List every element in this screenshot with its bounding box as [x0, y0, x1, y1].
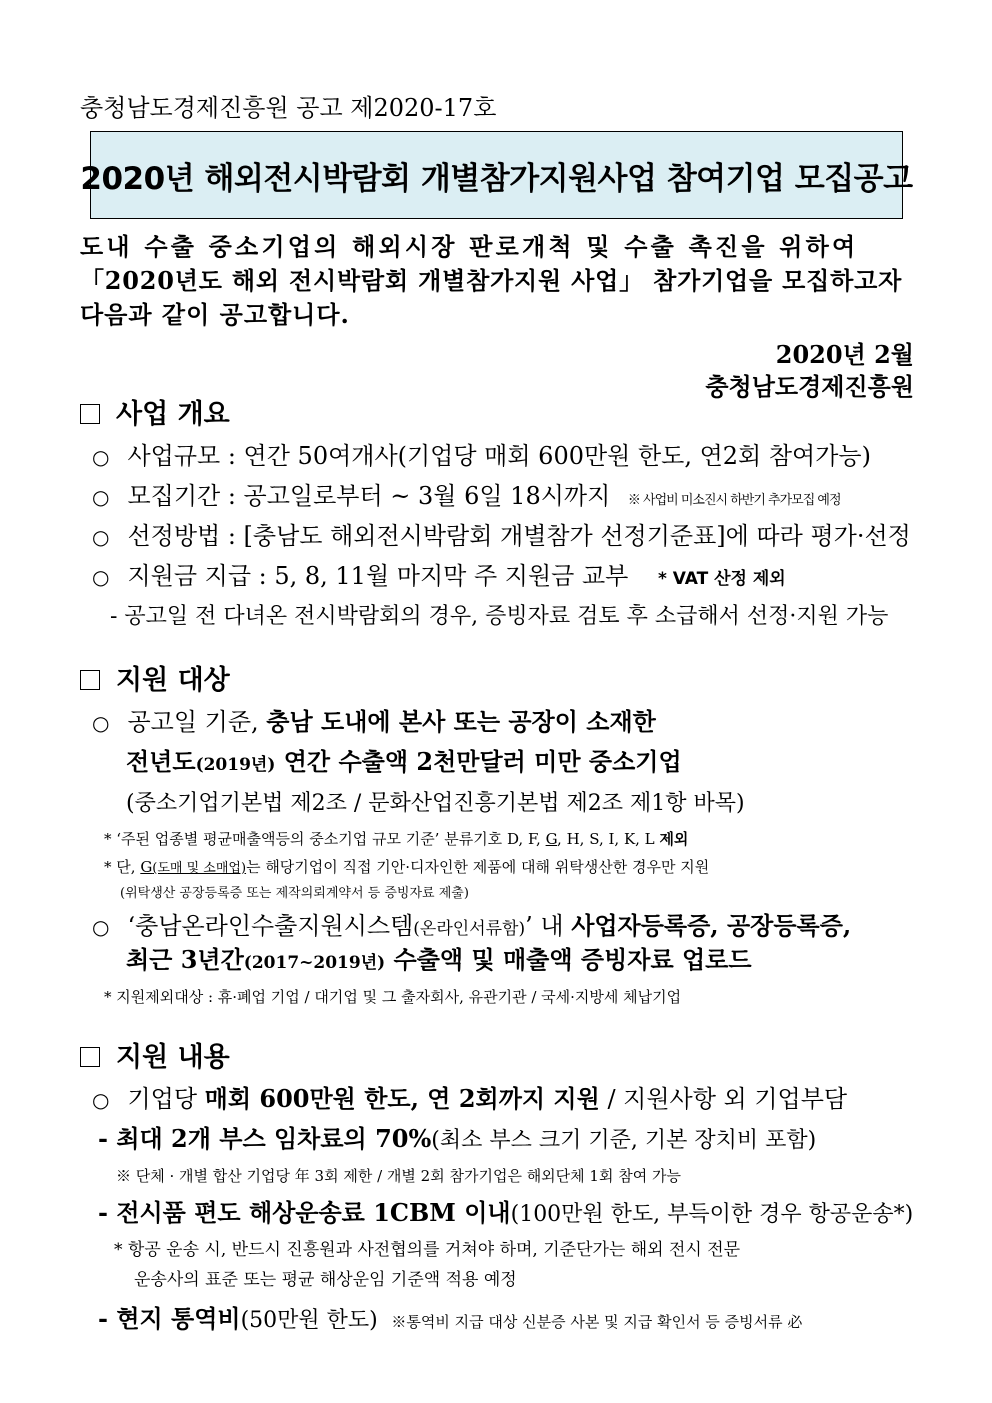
- target-note-1: * ‘주된 업종별 평균매출액등의 중소기업 규모 기준’ 분류기호 D, F, G, H, S, I, K, L 제외: [104, 830, 689, 848]
- checkbox-square-icon: [80, 1047, 100, 1067]
- target-upload-line-1: ○ ‘충남온라인수출지원시스템(온라인서류함)’ 내 사업자등록증, 공장등록증,: [92, 911, 852, 940]
- content-line-3-note-1: * 항공 운송 시, 반드시 진흥원과 사전협의를 거쳐야 하며, 기준단가는 해외 전시 전문: [114, 1240, 741, 1260]
- target-note-3: (위탁생산 공장등록증 또는 제작의뢰계약서 등 증빙자료 제출): [120, 886, 469, 901]
- overview-method: ○ 선정방법 : [충남도 해외전시박람회 개별참가 선정기준표]에 따라 평가·선정: [92, 522, 911, 550]
- intro-line-3: 다음과 같이 공고합니다.: [80, 300, 350, 329]
- intro-line-1: 도내 수출 중소기업의 해외시장 판로개척 및 수출 촉진을 위하여: [80, 232, 859, 261]
- target-line-2: 전년도(2019년) 연간 수출액 2천만달러 미만 중소기업: [126, 747, 682, 776]
- content-line-3-note-2: 운송사의 표준 또는 평균 해상운임 기준액 적용 예정: [134, 1270, 517, 1290]
- circle-bullet-icon: ○: [92, 915, 110, 939]
- overview-period: ○ 모집기간 : 공고일로부터 ~ 3월 6일 18시까지 ※ 사업비 미소진시 하반기 추가모집 예정: [92, 482, 841, 510]
- content-line-4: - 현지 통역비(50만원 한도) ※통역비 지급 대상 신분증 사본 및 지급 확인서 등 증빙서류 必: [98, 1304, 803, 1333]
- target-line-1: ○ 공고일 기준, 충남 도내에 본사 또는 공장이 소재한: [92, 707, 656, 736]
- checkbox-square-icon: [80, 404, 100, 424]
- circle-bullet-icon: ○: [92, 445, 110, 469]
- circle-bullet-icon: ○: [92, 711, 110, 735]
- content-line-2: - 최대 2개 부스 임차료의 70%(최소 부스 크기 기준, 기본 장치비 포함): [98, 1124, 817, 1153]
- target-line-3: (중소기업기본법 제2조 / 문화산업진흥기본법 제2조 제1항 바목): [126, 791, 745, 816]
- checkbox-square-icon: [80, 670, 100, 690]
- content-line-3: - 전시품 편도 해상운송료 1CBM 이내(100만원 한도, 부득이한 경우 항공운송*): [98, 1198, 914, 1227]
- target-note-2: * 단, G(도매 및 소매업)는 해당기업이 직접 기안·디자인한 제품에 대해 위탁생산한 경우만 지원: [104, 858, 710, 876]
- overview-scale: ○ 사업규모 : 연간 50여개사(기업당 매회 600만원 한도, 연2회 참여가능): [92, 442, 871, 470]
- notice-date: 2020년 2월: [775, 340, 914, 369]
- title-box: [80, 131, 913, 219]
- content-line-2-note: ※ 단체 · 개별 합산 기업당 年 3회 제한 / 개별 2회 참가기업은 해외단체 1회 참여 가능: [116, 1167, 681, 1185]
- circle-bullet-icon: ○: [92, 525, 110, 549]
- intro-line-2: 「2020년도 해외 전시박람회 개별참가지원 사업」 참가기업을 모집하고자: [80, 266, 903, 295]
- section-target-heading: 지원 대상: [80, 665, 230, 697]
- circle-bullet-icon: ○: [92, 485, 110, 509]
- section-overview-heading: 사업 개요: [80, 399, 230, 431]
- circle-bullet-icon: ○: [92, 1088, 110, 1112]
- target-exclusion-note: * 지원제외대상 : 휴·폐업 기업 / 대기업 및 그 출자회사, 유관기관 / 국세·지방세 체납기업: [104, 988, 682, 1006]
- circle-bullet-icon: ○: [92, 565, 110, 589]
- organization-name: 충청남도경제진흥원: [705, 372, 914, 401]
- target-upload-line-2: 최근 3년간(2017~2019년) 수출액 및 매출액 증빙자료 업로드: [126, 945, 752, 974]
- document-title: 2020년 해외전시박람회 개별참가지원사업 참여기업 모집공고: [80, 160, 913, 197]
- overview-payment: ○ 지원금 지급 : 5, 8, 11월 마지막 주 지원금 교부 * VAT 산정 제외: [92, 562, 786, 590]
- section-content-heading: 지원 내용: [80, 1042, 230, 1074]
- content-line-1: ○ 기업당 매회 600만원 한도, 연 2회까지 지원 / 지원사항 외 기업부담: [92, 1084, 848, 1113]
- notice-number: 충청남도경제진흥원 공고 제2020-17호: [80, 94, 497, 122]
- overview-sub-note: - 공고일 전 다녀온 전시박람회의 경우, 증빙자료 검토 후 소급해서 선정·지원 가능: [110, 604, 889, 629]
